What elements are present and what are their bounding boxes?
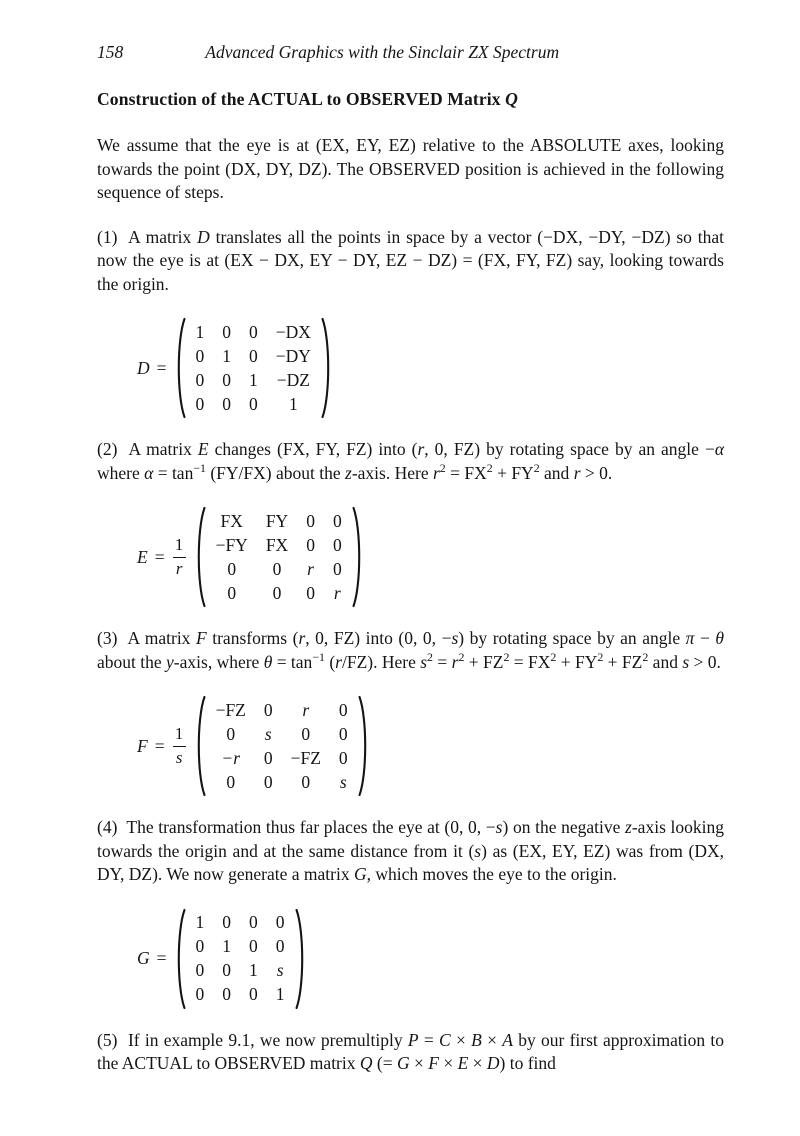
- matrix-cell: 0: [263, 747, 273, 768]
- matrix-cell: r: [333, 582, 341, 603]
- paragraph-step4: [97, 816, 724, 887]
- text-segment: r: [451, 651, 459, 672]
- text-segment: ×: [450, 1029, 472, 1050]
- matrix-left-paren: [174, 908, 187, 1010]
- text-segment: + FZ: [603, 651, 643, 672]
- matrix-cell: r: [302, 699, 310, 720]
- text-segment: y: [166, 651, 174, 672]
- book-title: Advanced Graphics with the Sinclair ZX Spectrum: [205, 42, 560, 62]
- matrix-cell: FX: [265, 534, 289, 555]
- text-segment: B: [471, 1029, 482, 1050]
- matrix-cell: 0: [222, 369, 232, 390]
- text-segment: ) by rotating space by an angle: [458, 628, 686, 648]
- matrix-cell: 0: [222, 393, 232, 414]
- matrix-grid: [207, 509, 351, 605]
- text-segment: ×: [468, 1053, 487, 1073]
- matrix-cell: 0: [195, 984, 205, 1004]
- text-segment: > 0.: [689, 651, 721, 672]
- text-segment: , 0, FZ) by rotating space by an angle −: [424, 439, 715, 459]
- matrix-cell: 0: [222, 960, 232, 980]
- matrix-cell: 0: [249, 984, 258, 1004]
- text-segment: G: [353, 864, 367, 884]
- fraction-denominator: s: [175, 748, 183, 767]
- equals-sign: =: [154, 735, 165, 756]
- text-segment: , which moves the eye to the origin.: [366, 864, 617, 884]
- text-segment: -axis, where: [173, 651, 264, 672]
- text-segment: ×: [438, 1053, 458, 1073]
- text-segment: + FZ: [464, 651, 504, 672]
- text-segment: s: [495, 817, 503, 837]
- matrix-cell: −DZ: [276, 369, 310, 390]
- text-segment: = FX: [509, 651, 551, 672]
- text-segment: We assume that the eye is at (EX, EY, EZ) relative to the ABSOLUTE axes, looking towards the point (DX, DY, DZ). The OBSERVED position is achieved in the following sequence of steps.: [97, 135, 724, 202]
- matrix-D: [137, 317, 724, 419]
- text-segment: s: [420, 651, 428, 672]
- text-segment: r: [335, 651, 342, 672]
- matrix-cell: s: [339, 771, 347, 792]
- matrix-cell: 0: [226, 771, 236, 792]
- text-segment: r: [298, 628, 306, 648]
- text-segment: (=: [372, 1053, 397, 1073]
- matrix-grid: [187, 320, 320, 416]
- text-segment: changes (FX, FY, FZ) into (: [208, 439, 418, 459]
- text-segment: (: [324, 651, 336, 672]
- matrix-cell: 0: [306, 582, 315, 603]
- fraction-prefactor: [173, 725, 186, 766]
- matrix-right-paren: [351, 506, 364, 608]
- matrix-cell: 0: [222, 984, 232, 1004]
- text-segment: −: [694, 628, 716, 648]
- matrix-left-paren: [194, 506, 207, 608]
- superscript: 2: [533, 460, 540, 475]
- text-segment: s: [451, 628, 459, 648]
- fraction-prefactor: [173, 536, 186, 577]
- matrix-cell: 0: [332, 510, 342, 531]
- superscript: 2: [550, 649, 557, 664]
- text-segment: (5) If in example 9.1, we now premultiply: [97, 1029, 408, 1050]
- superscript: 2: [439, 460, 446, 475]
- text-segment: (FY/FX) about the: [205, 462, 346, 483]
- text-segment: by our first approximation to the ACTUAL to OBSERVED matrix: [97, 1029, 724, 1073]
- text-segment: (2) A matrix: [97, 439, 198, 459]
- text-segment: α: [144, 462, 154, 483]
- page-header: [97, 42, 724, 63]
- text-segment: D: [197, 226, 210, 247]
- matrix-cell: s: [276, 960, 284, 980]
- fraction-numerator: 1: [174, 535, 184, 555]
- superscript: 2: [597, 649, 604, 664]
- matrix-cell: −DX: [275, 321, 311, 342]
- text-segment: (4) The transformation thus far places the eye at (0, 0, −: [97, 817, 496, 837]
- text-segment: E: [197, 439, 209, 459]
- matrix-cell: 0: [195, 936, 205, 956]
- text-segment: G: [396, 1053, 410, 1073]
- matrix-F: [137, 695, 724, 797]
- matrix-G: [137, 908, 724, 1010]
- fraction-bar: [173, 557, 186, 558]
- superscript: −1: [193, 460, 206, 475]
- text-segment: and: [648, 651, 683, 672]
- paragraph-step2: [97, 438, 724, 485]
- text-segment: > 0.: [580, 462, 613, 483]
- text-segment: ) as (EX, EY, EZ) was from (DX, DY, DZ). We now generate a matrix: [97, 840, 724, 884]
- text-segment: =: [433, 651, 452, 672]
- text-segment: + FY: [492, 462, 534, 483]
- text-segment: ×: [481, 1029, 503, 1050]
- matrix-cell: 0: [195, 393, 205, 414]
- equals-sign: =: [154, 546, 165, 567]
- text-segment: + FY: [556, 651, 598, 672]
- text-segment: = tan: [272, 651, 313, 672]
- matrix-cell: r: [307, 558, 314, 579]
- text-segment: , 0, FZ) into (0, 0, −: [305, 628, 452, 648]
- text-segment: ×: [409, 1053, 429, 1073]
- section-heading: [97, 89, 724, 110]
- text-segment: C: [438, 1029, 451, 1050]
- superscript: 2: [427, 649, 433, 664]
- matrix-cell: 0: [249, 936, 258, 956]
- matrix-cell: 1: [288, 393, 298, 414]
- text-segment: about the: [97, 651, 167, 672]
- matrix-label: E: [137, 546, 148, 567]
- matrix-cell: 0: [195, 960, 205, 980]
- text-segment: and: [539, 462, 574, 483]
- matrix-cell: 0: [249, 912, 258, 932]
- text-segment: -axis. Here: [351, 462, 433, 483]
- matrix-label: F: [137, 735, 148, 756]
- text-segment: α: [714, 439, 725, 459]
- text-segment: π: [685, 628, 695, 648]
- matrix-cell: 0: [301, 771, 311, 792]
- matrix-E: [137, 506, 724, 608]
- matrix-cell: 0: [263, 699, 273, 720]
- superscript: 2: [503, 649, 510, 664]
- matrix-cell: 0: [338, 747, 348, 768]
- matrix-cell: 1: [222, 345, 232, 366]
- text-segment: r: [573, 462, 581, 483]
- text-segment: s: [682, 651, 690, 672]
- text-segment: F: [428, 1053, 439, 1073]
- superscript: 2: [486, 460, 493, 475]
- text-segment: = FX: [445, 462, 487, 483]
- matrix-cell: −DY: [275, 345, 311, 366]
- matrix-cell: −FZ: [215, 699, 246, 720]
- fraction-bar: [173, 746, 186, 747]
- matrix-cell: s: [264, 723, 272, 744]
- text-segment: (1) A matrix: [97, 226, 198, 247]
- text-segment: where: [97, 462, 145, 483]
- text-segment: r: [432, 462, 440, 483]
- matrix-cell: 1: [249, 960, 258, 980]
- matrix-cell: 0: [272, 558, 282, 579]
- matrix-cell: 0: [275, 912, 285, 932]
- matrix-cell: 0: [338, 699, 348, 720]
- matrix-cell: FY: [265, 510, 289, 531]
- text-segment: = tan: [153, 462, 194, 483]
- matrix-cell: 0: [338, 723, 348, 744]
- matrix-cell: 0: [222, 321, 232, 342]
- matrix-cell: 0: [275, 936, 285, 956]
- paragraph-step5: [97, 1029, 724, 1076]
- text-segment: =: [418, 1029, 439, 1050]
- fraction-denominator: r: [175, 559, 183, 578]
- matrix-cell: 1: [275, 984, 285, 1004]
- matrix-cell: 0: [227, 558, 237, 579]
- matrix-cell: 1: [222, 936, 232, 956]
- matrix-cell: 0: [301, 723, 311, 744]
- text-segment: F: [195, 628, 207, 648]
- matrix-right-paren: [294, 908, 307, 1010]
- matrix-cell: −FZ: [290, 747, 321, 768]
- superscript: 2: [458, 649, 465, 664]
- matrix-cell: 0: [249, 393, 258, 414]
- matrix-cell: 0: [249, 345, 258, 366]
- matrix-cell: 0: [332, 558, 342, 579]
- text-segment: z: [625, 817, 632, 837]
- matrix-cell: FX: [220, 510, 243, 531]
- superscript: −1: [312, 649, 325, 664]
- fraction-numerator: 1: [174, 724, 184, 744]
- equals-sign: =: [156, 357, 167, 378]
- matrix-cell: 0: [195, 369, 205, 390]
- matrix-grid: [187, 911, 294, 1007]
- matrix-cell: 0: [332, 534, 342, 555]
- matrix-cell: −FY: [215, 534, 248, 555]
- matrix-cell: 0: [272, 582, 282, 603]
- matrix-right-paren: [357, 695, 370, 797]
- paragraph-step3: [97, 627, 724, 674]
- text-segment: θ: [715, 628, 724, 648]
- text-segment: ) to find: [499, 1053, 556, 1073]
- text-segment: z: [345, 462, 352, 483]
- matrix-cell: 0: [226, 723, 236, 744]
- matrix-cell: 0: [263, 771, 273, 792]
- text-segment: transforms (: [206, 628, 299, 648]
- text-segment: Q: [505, 89, 518, 109]
- matrix-label: G: [137, 948, 150, 968]
- matrix-cell: 0: [222, 912, 232, 932]
- text-segment: Construction of the ACTUAL to OBSERVED Matrix: [97, 89, 506, 109]
- matrix-left-paren: [194, 695, 207, 797]
- paragraph-intro: [97, 134, 724, 205]
- matrix-grid: [207, 698, 357, 794]
- matrix-cell: 0: [306, 534, 315, 555]
- text-segment: E: [457, 1053, 469, 1073]
- matrix-cell: 0: [227, 582, 237, 603]
- matrix-label: D: [137, 357, 150, 378]
- text-segment: /FZ). Here: [341, 651, 421, 672]
- matrix-cell: 0: [249, 321, 258, 342]
- text-segment: P: [407, 1029, 419, 1050]
- paragraph-step1: [97, 226, 724, 297]
- matrix-cell: 1: [249, 369, 258, 390]
- matrix-left-paren: [174, 317, 187, 419]
- text-segment: D: [486, 1053, 500, 1073]
- text-segment: A: [502, 1029, 513, 1050]
- text-segment: (3) A matrix: [97, 628, 196, 648]
- matrix-cell: 0: [306, 510, 315, 531]
- text-segment: ) on the negative: [502, 817, 626, 837]
- matrix-cell: −r: [221, 747, 241, 768]
- text-segment: s: [474, 840, 482, 861]
- text-segment: r: [417, 439, 425, 459]
- superscript: 2: [642, 649, 649, 664]
- matrix-cell: 1: [195, 321, 205, 342]
- text-segment: -axis looking towards the origin and at the same distance from it (: [97, 817, 724, 861]
- page-number: 158: [97, 42, 124, 62]
- equals-sign: =: [156, 948, 167, 968]
- matrix-cell: 1: [195, 912, 205, 932]
- matrix-right-paren: [320, 317, 333, 419]
- text-segment: translates all the points in space by a vector (−DX, −DY, −DZ) so that now the eye is at (EX − DX, EY − DY, EZ − DZ) = (FX, FY, FZ) say, looking towards the origin.: [97, 226, 724, 294]
- text-segment: Q: [359, 1053, 373, 1073]
- matrix-cell: 0: [195, 345, 205, 366]
- text-segment: θ: [263, 651, 273, 672]
